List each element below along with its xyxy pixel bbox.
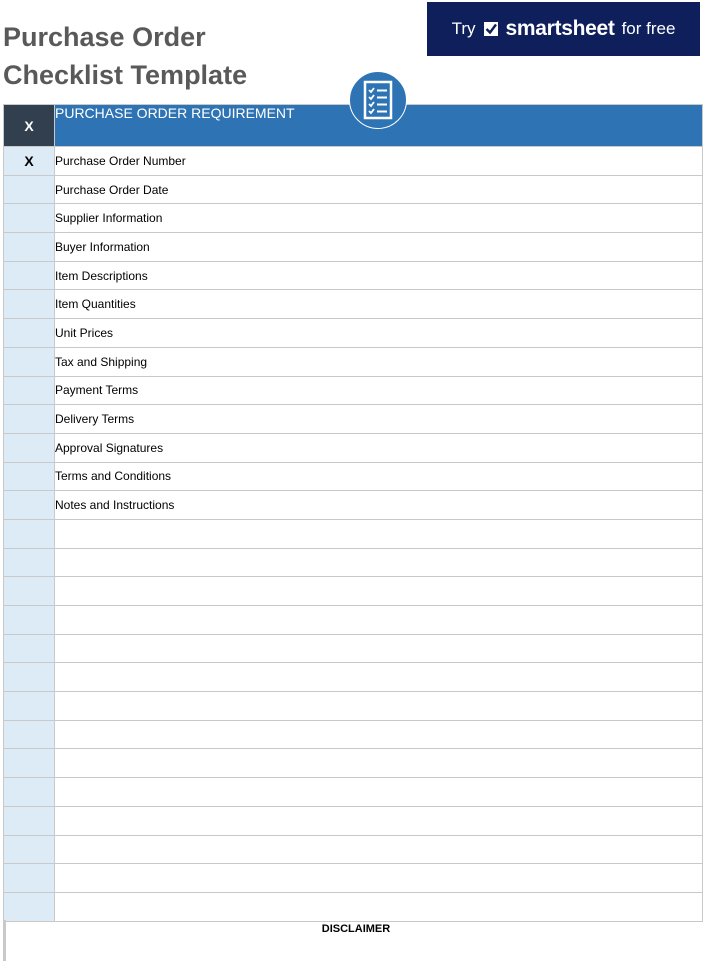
requirement-cell[interactable]: Item Quantities <box>55 290 703 319</box>
table-row <box>4 548 703 577</box>
check-cell[interactable] <box>4 864 55 893</box>
requirement-cell[interactable]: Supplier Information <box>55 204 703 233</box>
requirement-cell[interactable]: Item Descriptions <box>55 261 703 290</box>
table-row <box>4 663 703 692</box>
requirement-cell[interactable]: Delivery Terms <box>55 405 703 434</box>
table-row <box>4 835 703 864</box>
table-row <box>4 147 703 176</box>
check-cell[interactable] <box>4 577 55 606</box>
table-row <box>4 204 703 233</box>
banner-free-text: for free <box>621 19 676 38</box>
check-cell[interactable] <box>4 491 55 520</box>
requirement-cell[interactable] <box>55 577 703 606</box>
requirement-cell[interactable] <box>55 606 703 635</box>
requirement-cell[interactable]: Approval Signatures <box>55 433 703 462</box>
check-cell[interactable] <box>4 319 55 348</box>
check-cell[interactable] <box>4 347 55 376</box>
requirement-cell[interactable] <box>55 892 703 921</box>
requirement-cell[interactable] <box>55 548 703 577</box>
table-row <box>4 491 703 520</box>
table-row <box>4 462 703 491</box>
table-row <box>4 290 703 319</box>
table-row <box>4 175 703 204</box>
page-title <box>3 18 303 94</box>
check-cell[interactable] <box>4 290 55 319</box>
check-cell[interactable] <box>4 835 55 864</box>
table-row <box>4 405 703 434</box>
check-cell[interactable] <box>4 376 55 405</box>
table-row <box>4 319 703 348</box>
requirement-cell[interactable]: Purchase Order Number <box>55 147 703 176</box>
banner-brand-text: smartsheet <box>505 17 615 40</box>
table-row <box>4 692 703 721</box>
check-cell[interactable] <box>4 433 55 462</box>
check-cell[interactable] <box>4 175 55 204</box>
check-cell[interactable] <box>4 405 55 434</box>
disclaimer-heading: DISCLAIMER <box>321 923 391 935</box>
check-cell[interactable] <box>4 462 55 491</box>
table-row <box>4 749 703 778</box>
check-cell[interactable] <box>4 892 55 921</box>
requirement-cell[interactable]: Purchase Order Date <box>55 175 703 204</box>
table-row <box>4 864 703 893</box>
check-cell[interactable] <box>4 204 55 233</box>
check-cell[interactable] <box>4 606 55 635</box>
page-title-line-1: Purchase Order <box>3 22 206 52</box>
table-row <box>4 806 703 835</box>
table-row <box>4 577 703 606</box>
requirement-cell[interactable]: Notes and Instructions <box>55 491 703 520</box>
table-row <box>4 433 703 462</box>
table-row <box>4 376 703 405</box>
table-row <box>4 233 703 262</box>
table-row <box>4 261 703 290</box>
requirement-cell[interactable] <box>55 634 703 663</box>
requirement-cell[interactable] <box>55 519 703 548</box>
check-cell[interactable]: X <box>4 147 55 176</box>
check-cell[interactable] <box>4 778 55 807</box>
requirement-cell[interactable] <box>55 806 703 835</box>
table-row <box>4 606 703 635</box>
requirement-cell[interactable] <box>55 864 703 893</box>
smartsheet-logo-icon <box>483 21 499 37</box>
header-check-column: X <box>4 105 55 147</box>
requirement-cell[interactable] <box>55 749 703 778</box>
check-cell[interactable] <box>4 749 55 778</box>
header-requirement-column: PURCHASE ORDER REQUIREMENT <box>55 105 703 147</box>
table-row <box>4 519 703 548</box>
requirement-cell[interactable]: Payment Terms <box>55 376 703 405</box>
check-cell[interactable] <box>4 692 55 721</box>
check-cell[interactable] <box>4 663 55 692</box>
check-cell[interactable] <box>4 720 55 749</box>
table-row <box>4 778 703 807</box>
requirement-cell[interactable]: Buyer Information <box>55 233 703 262</box>
table-row <box>4 347 703 376</box>
check-cell[interactable] <box>4 519 55 548</box>
requirement-cell[interactable] <box>55 835 703 864</box>
try-smartsheet-banner[interactable] <box>427 2 700 56</box>
requirement-cell[interactable]: Terms and Conditions <box>55 462 703 491</box>
checklist-table <box>3 104 703 922</box>
table-row <box>4 634 703 663</box>
disclaimer-section <box>3 920 705 961</box>
check-cell[interactable] <box>4 233 55 262</box>
checklist-icon <box>349 71 407 129</box>
requirement-cell[interactable]: Tax and Shipping <box>55 347 703 376</box>
check-cell[interactable] <box>4 806 55 835</box>
requirement-cell[interactable] <box>55 663 703 692</box>
check-cell[interactable] <box>4 261 55 290</box>
check-cell[interactable] <box>4 634 55 663</box>
requirement-cell[interactable] <box>55 778 703 807</box>
requirement-cell[interactable] <box>55 720 703 749</box>
banner-try-text: Try <box>451 19 476 38</box>
page-title-line-2: Checklist Template <box>3 60 248 90</box>
table-row <box>4 720 703 749</box>
table-row <box>4 892 703 921</box>
requirement-cell[interactable]: Unit Prices <box>55 319 703 348</box>
check-cell[interactable] <box>4 548 55 577</box>
requirement-cell[interactable] <box>55 692 703 721</box>
